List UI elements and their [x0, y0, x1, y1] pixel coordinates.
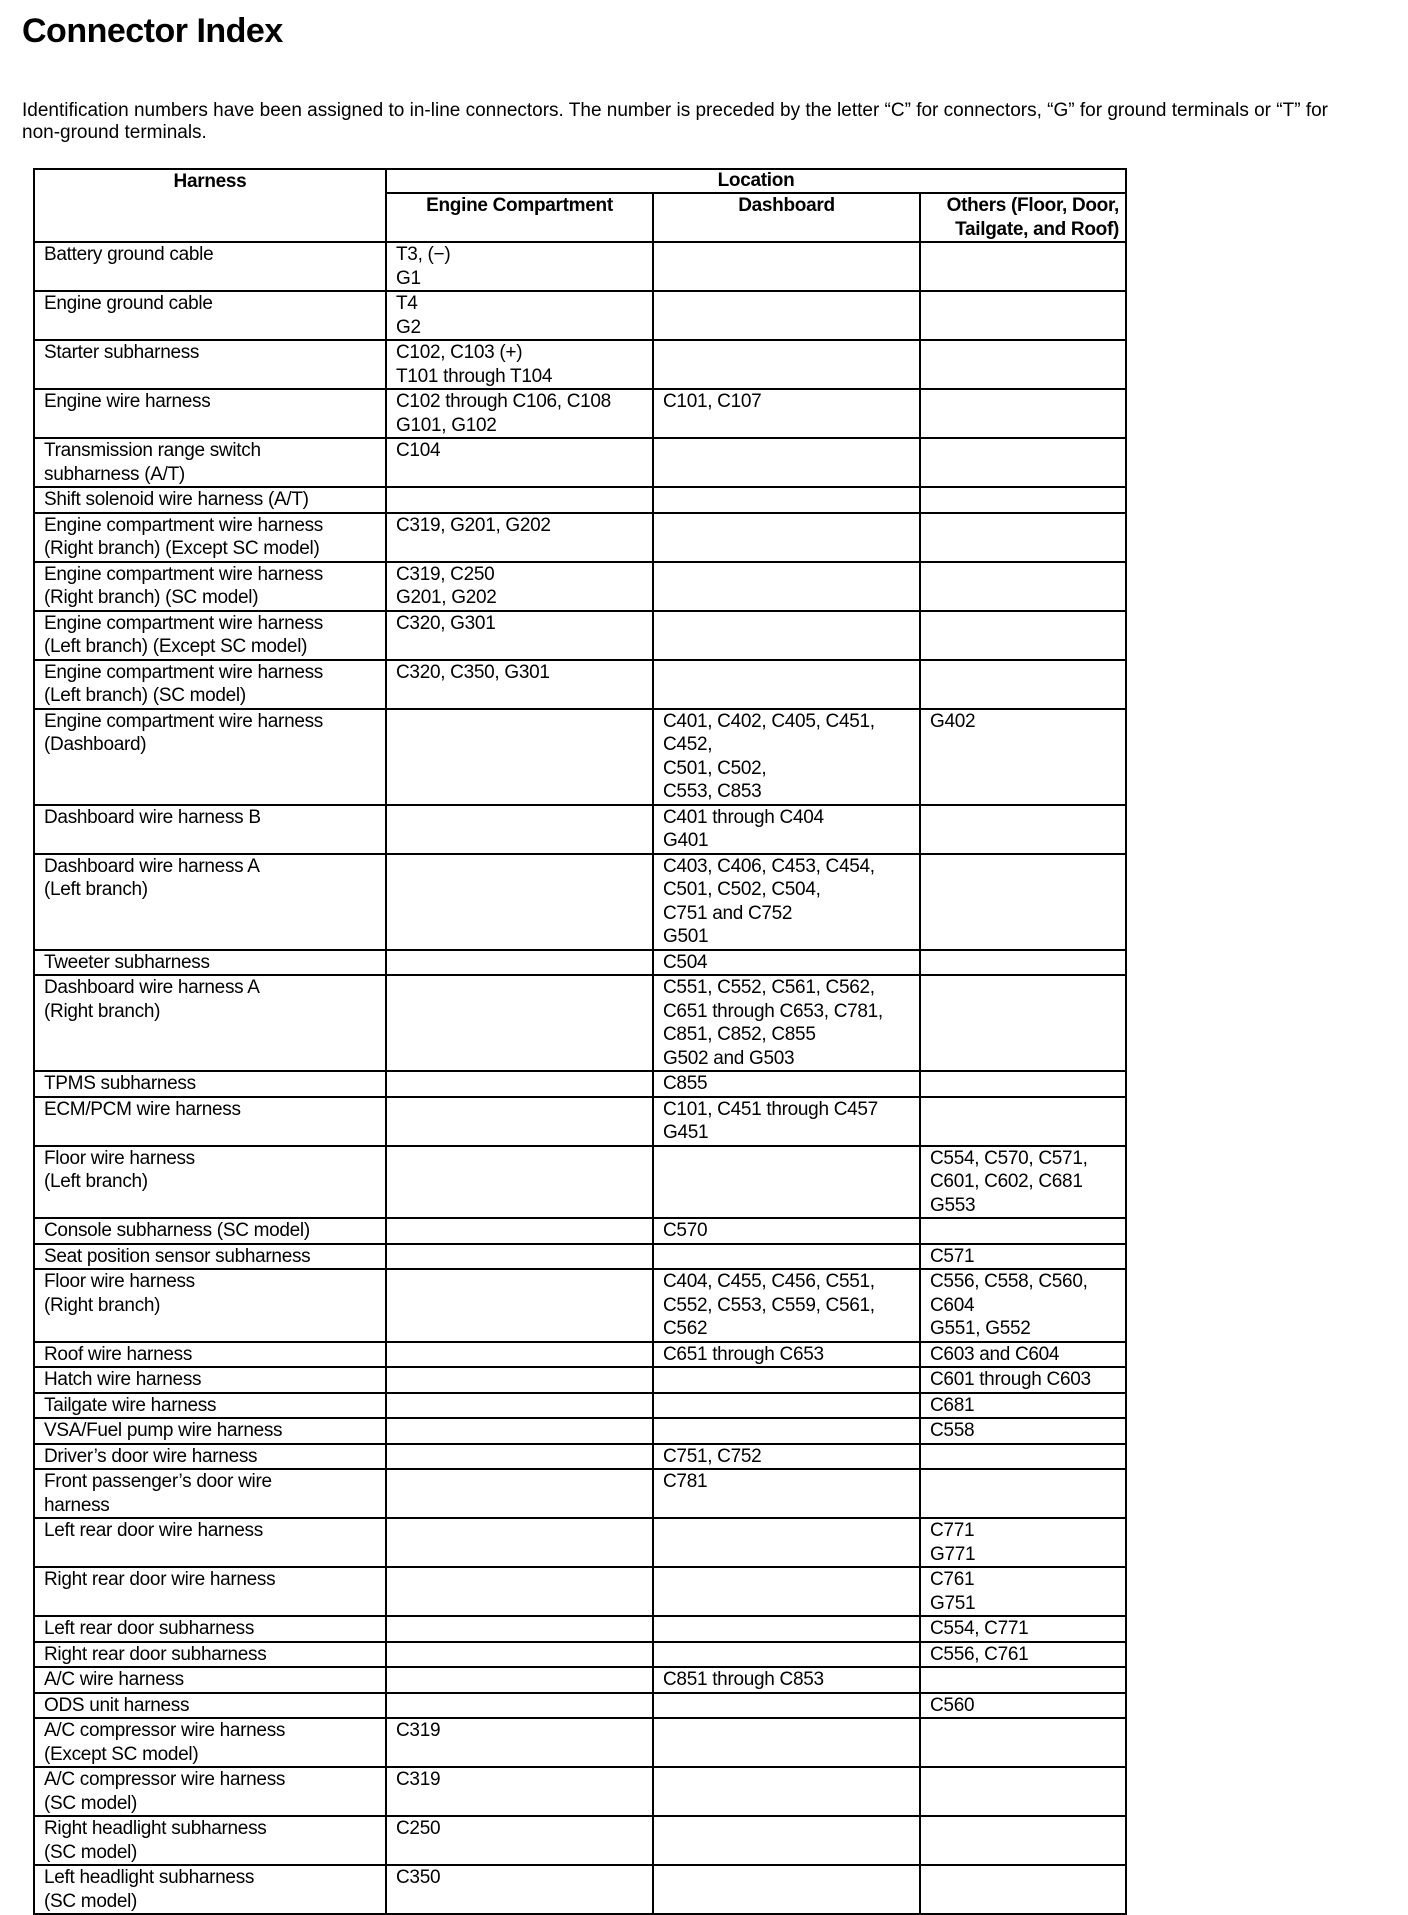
cell-others: C571 [920, 1244, 1126, 1270]
cell-dashboard: C101, C451 through C457 G451 [653, 1097, 920, 1146]
cell-harness: A/C compressor wire harness (SC model) [34, 1767, 386, 1816]
cell-harness: Tailgate wire harness [34, 1393, 386, 1419]
cell-others: C556, C558, C560, C604 G551, G552 [920, 1269, 1126, 1342]
cell-dashboard [653, 611, 920, 660]
table-row [34, 1218, 1126, 1244]
cell-others [920, 950, 1126, 976]
cell-engine [386, 805, 653, 854]
cell-dashboard: C504 [653, 950, 920, 976]
cell-harness: Right headlight subharness (SC model) [34, 1816, 386, 1865]
cell-engine [386, 854, 653, 950]
header-location: Location [386, 169, 1126, 193]
cell-harness: Starter subharness [34, 340, 386, 389]
cell-dashboard [653, 660, 920, 709]
cell-harness: Hatch wire harness [34, 1367, 386, 1393]
cell-engine [386, 1444, 653, 1470]
table-body [34, 242, 1126, 1914]
cell-dashboard: C570 [653, 1218, 920, 1244]
cell-harness: Shift solenoid wire harness (A/T) [34, 487, 386, 513]
cell-engine [386, 1418, 653, 1444]
cell-engine: C104 [386, 438, 653, 487]
table-row [34, 854, 1126, 950]
cell-engine [386, 1244, 653, 1270]
cell-harness: Engine compartment wire harness (Right branch) (SC model) [34, 562, 386, 611]
cell-others: C761 G751 [920, 1567, 1126, 1616]
table-row [34, 1767, 1126, 1816]
cell-others [920, 1865, 1126, 1914]
cell-harness: Dashboard wire harness A (Right branch) [34, 975, 386, 1071]
cell-dashboard [653, 1393, 920, 1419]
table-row [34, 1567, 1126, 1616]
cell-harness: Left rear door wire harness [34, 1518, 386, 1567]
cell-harness: Right rear door subharness [34, 1642, 386, 1668]
cell-harness: VSA/Fuel pump wire harness [34, 1418, 386, 1444]
cell-dashboard [653, 1244, 920, 1270]
cell-others [920, 389, 1126, 438]
cell-others [920, 1218, 1126, 1244]
table-row [34, 242, 1126, 291]
cell-engine [386, 709, 653, 805]
cell-engine [386, 1693, 653, 1719]
cell-dashboard [653, 1816, 920, 1865]
table-row [34, 950, 1126, 976]
cell-dashboard [653, 1865, 920, 1914]
header-others: Others (Floor, Door, Tailgate, and Roof) [920, 193, 1126, 242]
cell-engine: C320, G301 [386, 611, 653, 660]
cell-dashboard: C781 [653, 1469, 920, 1518]
cell-others [920, 487, 1126, 513]
table-row [34, 1865, 1126, 1914]
cell-harness: Dashboard wire harness A (Left branch) [34, 854, 386, 950]
cell-harness: Dashboard wire harness B [34, 805, 386, 854]
cell-others: G402 [920, 709, 1126, 805]
cell-harness: Left rear door subharness [34, 1616, 386, 1642]
cell-others: C558 [920, 1418, 1126, 1444]
cell-harness: Engine compartment wire harness (Left branch) (SC model) [34, 660, 386, 709]
cell-others [920, 242, 1126, 291]
cell-harness: Floor wire harness (Right branch) [34, 1269, 386, 1342]
cell-others: C601 through C603 [920, 1367, 1126, 1393]
cell-others [920, 1718, 1126, 1767]
table-row [34, 1642, 1126, 1668]
cell-dashboard: C855 [653, 1071, 920, 1097]
cell-dashboard [653, 1418, 920, 1444]
cell-harness: Tweeter subharness [34, 950, 386, 976]
cell-engine: C319, G201, G202 [386, 513, 653, 562]
table-row [34, 389, 1126, 438]
cell-dashboard [653, 291, 920, 340]
cell-dashboard [653, 1693, 920, 1719]
table-row [34, 1444, 1126, 1470]
cell-others [920, 513, 1126, 562]
cell-engine [386, 1097, 653, 1146]
cell-engine [386, 1218, 653, 1244]
cell-engine [386, 950, 653, 976]
cell-harness: A/C compressor wire harness (Except SC model) [34, 1718, 386, 1767]
cell-harness: ODS unit harness [34, 1693, 386, 1719]
table-row [34, 709, 1126, 805]
cell-harness: Seat position sensor subharness [34, 1244, 386, 1270]
cell-engine: C102 through C106, C108 G101, G102 [386, 389, 653, 438]
table-row [34, 1146, 1126, 1219]
table-row [34, 438, 1126, 487]
table-row [34, 660, 1126, 709]
cell-others [920, 1444, 1126, 1470]
table-row [34, 1616, 1126, 1642]
cell-engine [386, 1342, 653, 1368]
cell-others [920, 611, 1126, 660]
table-row [34, 611, 1126, 660]
cell-harness: Engine compartment wire harness (Right branch) (Except SC model) [34, 513, 386, 562]
cell-dashboard [653, 242, 920, 291]
table-row [34, 1071, 1126, 1097]
cell-dashboard: C851 through C853 [653, 1667, 920, 1693]
table-row [34, 1244, 1126, 1270]
cell-dashboard [653, 1518, 920, 1567]
cell-dashboard [653, 1767, 920, 1816]
cell-harness: Engine ground cable [34, 291, 386, 340]
cell-harness: TPMS subharness [34, 1071, 386, 1097]
cell-dashboard: C101, C107 [653, 389, 920, 438]
table-row [34, 1097, 1126, 1146]
table-row [34, 291, 1126, 340]
table-row [34, 1269, 1126, 1342]
table-row [34, 1518, 1126, 1567]
cell-others: C771 G771 [920, 1518, 1126, 1567]
cell-harness: Left headlight subharness (SC model) [34, 1865, 386, 1914]
cell-others [920, 1667, 1126, 1693]
cell-engine: T3, (−) G1 [386, 242, 653, 291]
table-row [34, 340, 1126, 389]
table-row [34, 1418, 1126, 1444]
cell-engine [386, 1367, 653, 1393]
table-row [34, 1469, 1126, 1518]
cell-engine [386, 1518, 653, 1567]
cell-others: C681 [920, 1393, 1126, 1419]
cell-others [920, 975, 1126, 1071]
cell-dashboard [653, 1718, 920, 1767]
cell-engine [386, 975, 653, 1071]
cell-others [920, 660, 1126, 709]
cell-engine: C102, C103 (+) T101 through T104 [386, 340, 653, 389]
cell-others [920, 291, 1126, 340]
cell-others [920, 1816, 1126, 1865]
cell-engine [386, 1616, 653, 1642]
cell-dashboard [653, 1567, 920, 1616]
cell-others: C560 [920, 1693, 1126, 1719]
cell-engine: C319 [386, 1718, 653, 1767]
cell-engine [386, 1393, 653, 1419]
table-row [34, 487, 1126, 513]
table-row [34, 1342, 1126, 1368]
cell-dashboard: C751, C752 [653, 1444, 920, 1470]
table-row [34, 1693, 1126, 1719]
cell-others [920, 1767, 1126, 1816]
table-row [34, 975, 1126, 1071]
cell-engine [386, 1146, 653, 1219]
cell-harness: Front passenger’s door wire harness [34, 1469, 386, 1518]
cell-others [920, 340, 1126, 389]
table-row [34, 562, 1126, 611]
header-engine-compartment: Engine Compartment [386, 193, 653, 242]
cell-engine: C320, C350, G301 [386, 660, 653, 709]
table-row [34, 1393, 1126, 1419]
cell-engine [386, 1667, 653, 1693]
cell-dashboard [653, 1616, 920, 1642]
cell-dashboard [653, 340, 920, 389]
cell-dashboard: C404, C455, C456, C551, C552, C553, C559, C561, C562 [653, 1269, 920, 1342]
cell-harness: Roof wire harness [34, 1342, 386, 1368]
cell-others: C556, C761 [920, 1642, 1126, 1668]
cell-harness: Engine wire harness [34, 389, 386, 438]
cell-harness: Right rear door wire harness [34, 1567, 386, 1616]
cell-engine [386, 1642, 653, 1668]
cell-dashboard [653, 1367, 920, 1393]
cell-others [920, 562, 1126, 611]
cell-harness: Console subharness (SC model) [34, 1218, 386, 1244]
header-harness: Harness [34, 169, 386, 242]
cell-engine [386, 487, 653, 513]
table-row [34, 1816, 1126, 1865]
table-row [34, 1667, 1126, 1693]
cell-harness: Engine compartment wire harness (Dashboard) [34, 709, 386, 805]
cell-dashboard: C401 through C404 G401 [653, 805, 920, 854]
cell-others [920, 1071, 1126, 1097]
cell-dashboard [653, 1146, 920, 1219]
cell-engine: C319 [386, 1767, 653, 1816]
cell-harness: Engine compartment wire harness (Left branch) (Except SC model) [34, 611, 386, 660]
cell-others: C554, C771 [920, 1616, 1126, 1642]
table-row [34, 805, 1126, 854]
cell-engine [386, 1469, 653, 1518]
cell-engine: C319, C250 G201, G202 [386, 562, 653, 611]
cell-others [920, 1469, 1126, 1518]
header-dashboard: Dashboard [653, 193, 920, 242]
cell-others [920, 1097, 1126, 1146]
cell-harness: Floor wire harness (Left branch) [34, 1146, 386, 1219]
cell-dashboard: C401, C402, C405, C451, C452, C501, C502, C553, C853 [653, 709, 920, 805]
cell-engine: C350 [386, 1865, 653, 1914]
cell-harness: Battery ground cable [34, 242, 386, 291]
cell-harness: ECM/PCM wire harness [34, 1097, 386, 1146]
cell-engine [386, 1269, 653, 1342]
cell-dashboard: C551, C552, C561, C562, C651 through C653, C781, C851, C852, C855 G502 and G503 [653, 975, 920, 1071]
table-row [34, 1367, 1126, 1393]
cell-engine: C250 [386, 1816, 653, 1865]
cell-harness: Driver’s door wire harness [34, 1444, 386, 1470]
cell-others [920, 854, 1126, 950]
cell-others [920, 438, 1126, 487]
cell-dashboard: C403, C406, C453, C454, C501, C502, C504, C751 and C752 G501 [653, 854, 920, 950]
cell-engine [386, 1071, 653, 1097]
cell-engine [386, 1567, 653, 1616]
cell-dashboard: C651 through C653 [653, 1342, 920, 1368]
table-row [34, 513, 1126, 562]
cell-others [920, 805, 1126, 854]
connector-index-table [33, 168, 1127, 1915]
table-row [34, 1718, 1126, 1767]
cell-dashboard [653, 1642, 920, 1668]
cell-harness: A/C wire harness [34, 1667, 386, 1693]
page-title: Connector Index [22, 12, 283, 50]
cell-harness: Transmission range switch subharness (A/T) [34, 438, 386, 487]
cell-dashboard [653, 487, 920, 513]
cell-dashboard [653, 513, 920, 562]
intro-paragraph: Identification numbers have been assigned to in-line connectors. The number is preceded by the letter “C” for connectors, “G” for ground terminals or “T” for non-ground terminals. [22, 100, 1328, 143]
cell-dashboard [653, 438, 920, 487]
cell-others: C554, C570, C571, C601, C602, C681 G553 [920, 1146, 1126, 1219]
cell-engine: T4 G2 [386, 291, 653, 340]
cell-others: C603 and C604 [920, 1342, 1126, 1368]
cell-dashboard [653, 562, 920, 611]
